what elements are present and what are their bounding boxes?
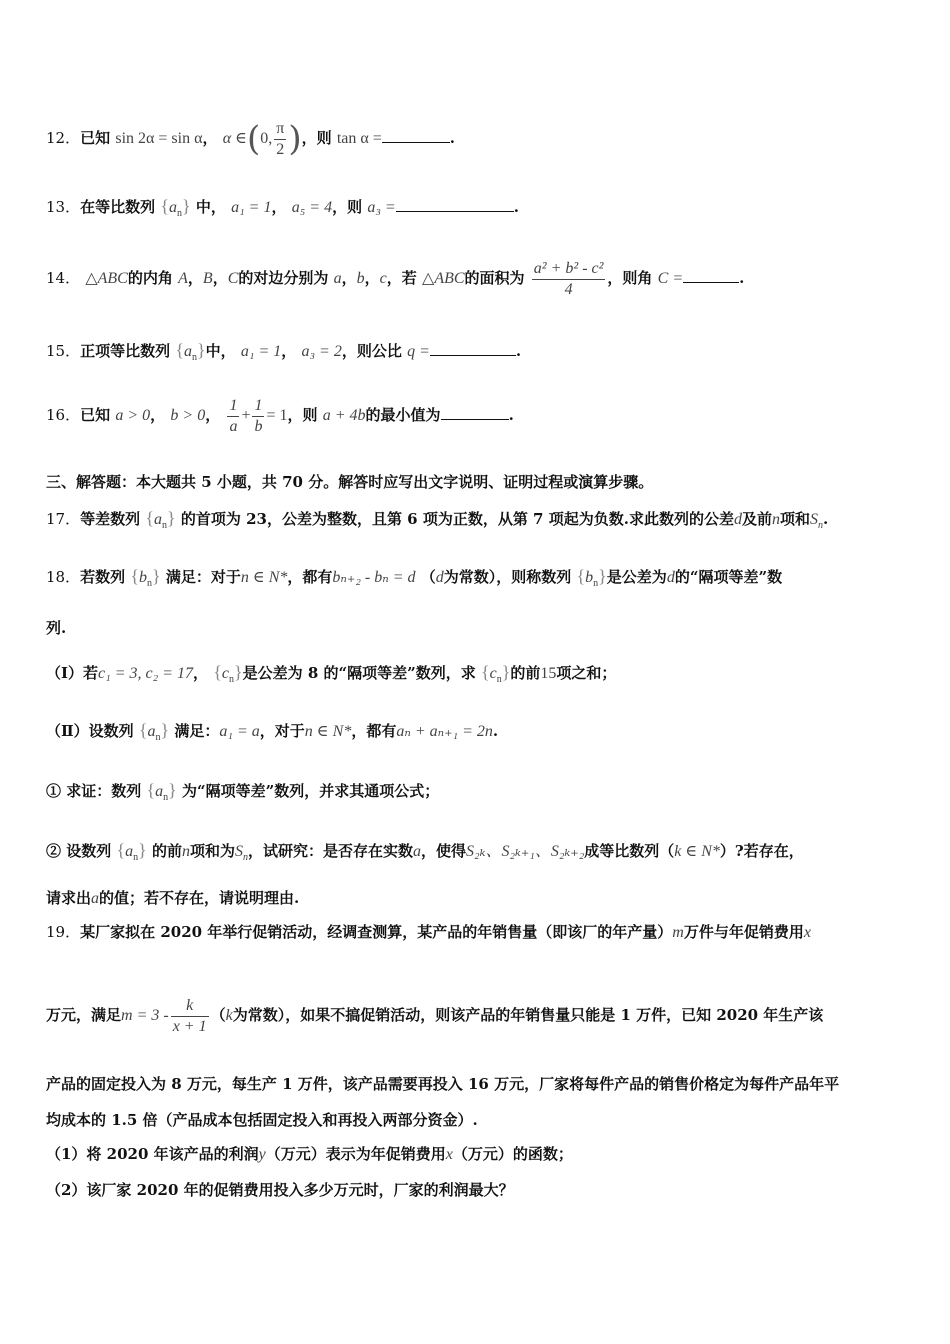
sequence-notation: $\{a_n\}$ <box>145 508 176 532</box>
question-number: 14． <box>46 269 81 287</box>
question-number: 16． <box>46 406 81 424</box>
text: ，都有 <box>287 568 333 586</box>
text: ，都有 <box>351 722 397 740</box>
text: （ <box>420 568 436 586</box>
fraction-1-over-a <box>227 396 239 437</box>
denominator: b <box>254 417 263 435</box>
math-number: 15 <box>540 665 557 682</box>
math-expression: α ∈ <box>222 130 247 147</box>
text: 正项等比数列 <box>80 342 171 360</box>
text: ， <box>202 129 218 147</box>
numerator: 1 <box>227 396 239 417</box>
right-paren: ) <box>288 119 302 159</box>
text: 的前 <box>151 842 182 860</box>
text: . <box>513 198 519 216</box>
math-expression: a + 4b <box>322 407 366 424</box>
variable-n: n <box>182 843 190 860</box>
sequence-notation: $\{c_n\}$ <box>480 662 511 686</box>
question-number: 17． <box>46 510 81 528</box>
math-expression: a₃ = <box>367 199 396 216</box>
sum-notation: $S_n$ <box>235 843 249 864</box>
sequence-notation: $\{b_n\}$ <box>576 566 607 590</box>
text: 某厂家拟在 2020 年举行促销活动，经调查测算，某产品的年销售量（即该厂的年产量） <box>80 923 673 941</box>
text: 万件与年促销费用 <box>683 923 804 941</box>
vertex-a: A <box>178 270 188 287</box>
text: ，则公比 <box>341 342 402 360</box>
fraction-pi-over-2 <box>274 119 286 160</box>
plus-sign: + <box>241 407 251 424</box>
text: 满足： <box>174 722 220 740</box>
sequence-notation: $\{a_n\}$ <box>160 196 191 220</box>
math-expression: a₁ = 1 <box>231 199 272 216</box>
vertex-c: C <box>227 270 239 287</box>
text: ，对于 <box>259 722 305 740</box>
math-expression: C = <box>657 270 684 287</box>
text: . <box>822 510 829 528</box>
side-b: b <box>356 270 365 287</box>
text: 若数列 <box>80 568 126 586</box>
text: ， <box>271 198 287 216</box>
question-19-part-1 <box>46 1144 910 1165</box>
sequence-notation: $\{a_n\}$ <box>146 780 177 804</box>
text: ，则 <box>287 406 318 424</box>
math-expression: S₂ₖ、S₂ₖ₊₁、S₂ₖ₊₂ <box>466 843 585 860</box>
math-expression: k ∈ N* <box>674 843 720 860</box>
question-number: 12． <box>46 129 81 147</box>
text: 项和为 <box>190 842 236 860</box>
text: ， <box>205 406 221 424</box>
text: 请求出 <box>46 889 92 907</box>
numerator: 1 <box>252 396 264 417</box>
text: 成等比数列（ <box>584 842 675 860</box>
side-a: a <box>333 270 342 287</box>
part-label: （Ⅱ）设数列 <box>46 722 134 740</box>
math-expression: = 1 <box>266 407 288 424</box>
text: ，则 <box>301 129 332 147</box>
question-number: 15． <box>46 342 81 360</box>
text: 满足：对于 <box>165 568 241 586</box>
text: . <box>739 269 745 287</box>
math-expression: sin 2α = sin α <box>115 130 203 147</box>
variable-k: k <box>225 1007 233 1024</box>
question-18-sub-1 <box>46 780 910 808</box>
math-expression: a > 0 <box>115 407 151 424</box>
variable-y: y <box>258 1146 266 1163</box>
side-c: c <box>379 270 387 287</box>
sequence-notation: $\{a_n\}$ <box>175 340 206 364</box>
text: 是公差为 <box>606 568 667 586</box>
question-18-sub-2 <box>46 840 910 868</box>
math-expression: m = 3 - <box>121 1007 169 1024</box>
answer-blank <box>430 341 516 356</box>
triangle-abc: △ABC <box>422 270 465 287</box>
text: （万元）的函数； <box>452 1145 573 1163</box>
text: 为常数），如果不搞促销活动，则该产品的年销售量只能是 1 万件，已知 2020 年生产该 <box>232 1006 824 1024</box>
text: ， <box>281 342 297 360</box>
question-18-wrap: 列. <box>46 619 67 637</box>
variable-n: n <box>771 511 780 528</box>
text: ， <box>187 269 203 287</box>
question-17 <box>46 508 910 536</box>
text: 的最小值为 <box>365 406 441 424</box>
math-expression: q = <box>407 343 430 360</box>
math-expression: c₁ = 3, c₂ = 17 <box>98 665 193 682</box>
numerator: a² + b² - c² <box>532 259 606 280</box>
question-13 <box>46 196 910 224</box>
question-19-line-2 <box>46 990 910 1040</box>
math-expression: 0, <box>260 130 273 147</box>
text: 项之和； <box>556 664 617 682</box>
text: （万元）表示为年促销费用 <box>265 1145 446 1163</box>
question-14 <box>46 252 910 304</box>
text: 等差数列 <box>80 510 141 528</box>
text: 项和 <box>779 510 810 528</box>
text: 为常数），则称数列 <box>443 568 572 586</box>
variable-a: a <box>91 890 100 907</box>
text: . <box>515 342 522 360</box>
text: ）?若存在， <box>719 842 804 860</box>
text: ， <box>192 664 208 682</box>
left-paren: ( <box>246 119 261 159</box>
math-expression: a₃ = 2 <box>301 343 342 360</box>
text: 的值；若不存在，请说明理由. <box>99 889 300 907</box>
text: 在等比数列 <box>80 198 156 216</box>
question-18-part-2 <box>46 720 910 748</box>
question-12 <box>46 118 910 158</box>
question-number: 13． <box>46 198 81 216</box>
numerator: π <box>274 119 286 140</box>
text: ，使得 <box>421 842 467 860</box>
question-18-part-1 <box>46 662 910 690</box>
denominator: 4 <box>564 280 573 298</box>
variable-x: x <box>803 924 811 941</box>
variable-m: m <box>672 924 684 941</box>
question-19-part-2: （2）该厂家 2020 年的促销费用投入多少万元时，厂家的利润最大？ <box>46 1181 514 1199</box>
text: （1）将 2020 年该产品的利润 <box>46 1145 259 1163</box>
math-expression: a₁ = a <box>219 723 260 740</box>
part-label: ① 求证：数列 <box>46 782 142 800</box>
text: 的面积为 <box>464 269 525 287</box>
text: ， <box>364 269 380 287</box>
text: 的前 <box>510 664 541 682</box>
variable-d: d <box>435 569 444 586</box>
answer-blank <box>441 405 509 420</box>
denominator: 2 <box>276 140 285 158</box>
question-15 <box>46 340 910 368</box>
text: （ <box>210 1006 226 1024</box>
section-heading: 三、解答题：本大题共 5 小题，共 70 分。解答时应写出文字说明、证明过程或演算步骤。 <box>46 473 654 491</box>
question-19-line-3: 产品的固定投入为 8 万元，每生产 1 万件，该产品需要再投入 16 万元，厂家将每件产品的销售价格定为每件产品年平 <box>46 1075 840 1093</box>
part-label: ② 设数列 <box>46 842 112 860</box>
answer-blank <box>396 197 514 212</box>
question-16 <box>46 390 910 440</box>
text: 中， <box>195 198 226 216</box>
text: . <box>449 129 456 147</box>
question-number: 18． <box>46 568 81 586</box>
vertex-b: B <box>202 270 213 287</box>
math-expression: b > 0 <box>170 407 206 424</box>
text: ， <box>150 406 166 424</box>
math-expression: n ∈ N* <box>304 723 352 740</box>
text: 的“隔项等差”数 <box>674 568 783 586</box>
math-expression: tan α = <box>336 130 382 147</box>
math-expression: n ∈ N* <box>240 569 288 586</box>
text: ，则角 <box>607 269 653 287</box>
question-number: 19． <box>46 923 81 941</box>
math-expression: a₁ = 1 <box>240 343 282 360</box>
question-19-line-4: 均成本的 1.5 倍（产品成本包括固定投入和再投入两部分资金）. <box>46 1111 478 1129</box>
area-fraction <box>532 259 606 300</box>
text: 的对边分别为 <box>238 269 329 287</box>
denominator: a <box>229 417 238 435</box>
answer-blank <box>683 268 739 283</box>
text: 的内角 <box>127 269 173 287</box>
text: 已知 <box>80 129 111 147</box>
math-expression: a₅ = 4 <box>291 199 333 216</box>
text: 为“隔项等差”数列，并求其通项公式； <box>181 782 440 800</box>
triangle-abc: △ABC <box>85 270 128 287</box>
text: 万元，满足 <box>46 1006 122 1024</box>
text: 已知 <box>80 406 111 424</box>
part-label: （Ⅰ）若 <box>46 664 99 682</box>
denominator: x + 1 <box>172 1017 207 1035</box>
math-expression: aₙ + aₙ₊₁ = 2n <box>396 723 493 740</box>
numerator: k <box>171 996 209 1017</box>
sum-notation: $S_n$ <box>809 511 823 532</box>
text: 是公差为 8 的“隔项等差”数列，求 <box>242 664 476 682</box>
question-18 <box>46 566 910 594</box>
question-19 <box>46 922 910 943</box>
sequence-notation: $\{b_n\}$ <box>130 566 161 590</box>
text: ，试研究：是否存在实数 <box>248 842 414 860</box>
text: 的首项为 23，公差为整数，且第 6 项为正数，从第 7 项起为负数.求此数列的公差 <box>180 510 734 528</box>
text: . <box>492 722 499 740</box>
answer-blank <box>382 128 450 143</box>
variable-x: x <box>445 1146 453 1163</box>
text: 及前 <box>741 510 772 528</box>
sequence-notation: $\{a_n\}$ <box>116 840 147 864</box>
variable-a: a <box>413 843 422 860</box>
math-expression: bₙ₊₂ - bₙ = d <box>332 569 416 586</box>
text: . <box>508 406 514 424</box>
variable-d: d <box>733 511 742 528</box>
sequence-notation: $\{a_n\}$ <box>138 720 170 744</box>
fraction-1-over-b <box>252 396 264 437</box>
text: ，则 <box>332 198 363 216</box>
variable-d: d <box>666 569 675 586</box>
question-18-sub-2-wrap <box>46 888 910 909</box>
text: ， <box>341 269 357 287</box>
text: ，若 <box>386 269 417 287</box>
text: 中， <box>205 342 236 360</box>
sequence-notation: $\{c_n\}$ <box>213 662 243 686</box>
text: ， <box>212 269 228 287</box>
fraction-k-over-x-plus-1 <box>171 996 209 1037</box>
